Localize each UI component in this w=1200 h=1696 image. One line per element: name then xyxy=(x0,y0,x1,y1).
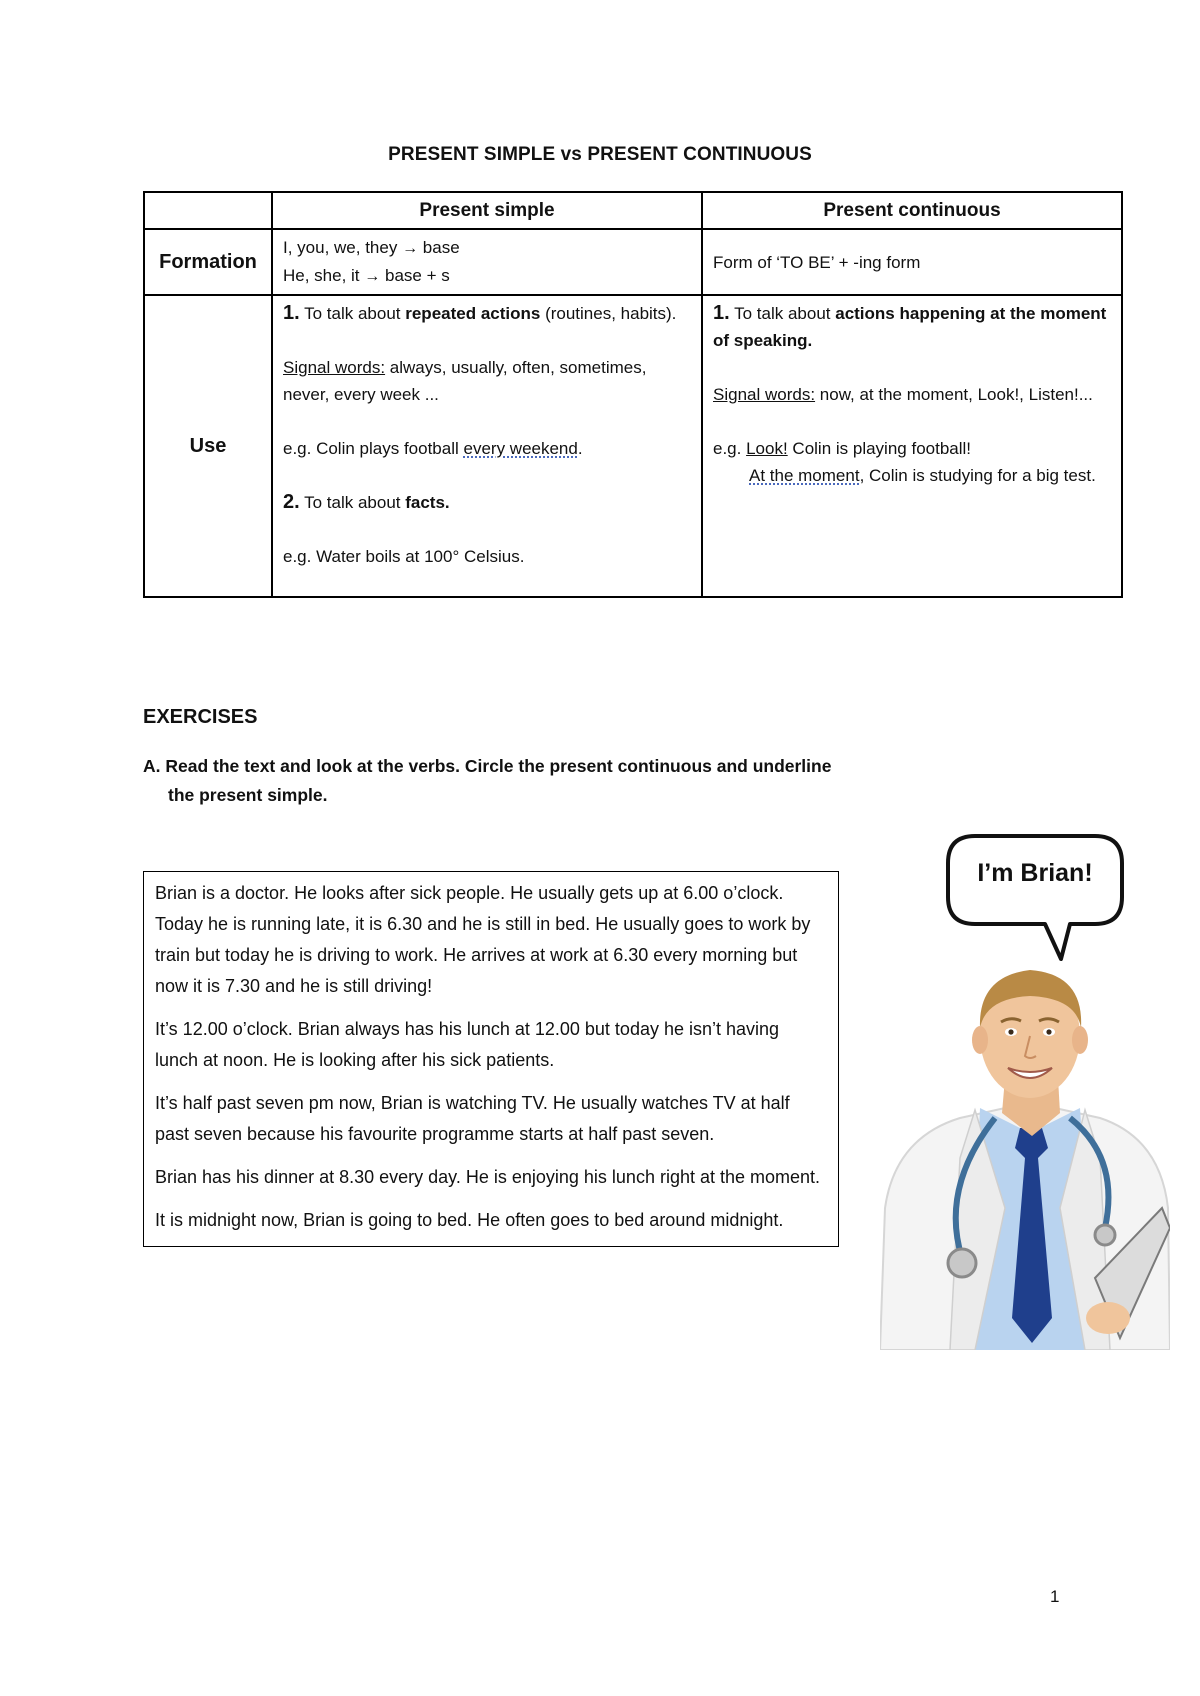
right-arrow-icon: → xyxy=(364,268,381,285)
speech-bubble xyxy=(945,833,1125,929)
page-title: PRESENT SIMPLE vs PRESENT CONTINUOUS xyxy=(388,144,812,165)
use-continuous-point-1 xyxy=(713,300,1111,354)
formation-simple-line-1 xyxy=(283,234,691,262)
instruction-line-1: A. Read the text and look at the verbs. Circle the present continuous and underline xyxy=(143,756,832,776)
right-arrow-icon: → xyxy=(402,240,419,257)
point-keyword: facts. xyxy=(405,493,450,512)
use-row xyxy=(144,295,1122,597)
point-text: (routines, habits). xyxy=(540,304,677,323)
point-keyword: actions happening at the moment of speaking. xyxy=(713,304,1107,350)
example-text: . xyxy=(577,439,583,458)
use-simple-cell xyxy=(272,295,702,597)
signal-words-label: Signal words: xyxy=(283,358,386,377)
use-simple-point-2 xyxy=(283,489,691,516)
formation-base-plus-s: base + s xyxy=(380,266,450,285)
use-continuous-cell xyxy=(702,295,1122,597)
doctor-image xyxy=(880,958,1170,1350)
table-header-empty xyxy=(144,192,272,229)
example-text: , Colin is studying for a big test. xyxy=(859,466,1096,485)
point-text: To talk about xyxy=(299,493,406,512)
exercises-heading: EXERCISES xyxy=(143,706,258,728)
point-number: 1. xyxy=(713,302,730,324)
formation-simple-line-2 xyxy=(283,262,691,290)
signal-words-text: always, usually, often, sometimes, never, every week ... xyxy=(283,358,647,404)
page-number: 1 xyxy=(1050,1587,1060,1606)
use-simple-example-1 xyxy=(283,435,691,462)
signal-words-text: now, at the moment, Look!, Listen!... xyxy=(815,385,1093,404)
example-signal-word: every weekend xyxy=(463,439,578,458)
formation-label: Formation xyxy=(144,229,272,295)
formation-subjects-plural: I, you, we, they xyxy=(283,238,403,257)
reading-text-box xyxy=(143,871,839,1247)
formation-continuous-cell: Form of ‘TO BE’ + -ing form xyxy=(702,229,1122,295)
table-header-present-continuous: Present continuous xyxy=(702,192,1122,229)
table-header-row xyxy=(144,192,1122,229)
formation-base: base xyxy=(418,238,460,257)
reading-paragraph-1: Brian is a doctor. He looks after sick people. He usually gets up at 6.00 o’clock. Today he is running late, it is 6.30 and he is still in bed. He usually goes to work by train but today he is driving to work. He arrives at work at 6.30 every morning but now it is 7.30 and he is still driving! xyxy=(155,883,811,996)
use-simple-point-1 xyxy=(283,300,691,327)
speech-bubble-shape xyxy=(945,833,1125,963)
speech-bubble-text: I’m Brian! xyxy=(977,859,1093,887)
use-continuous-signal-words xyxy=(713,381,1111,408)
example-text: e.g. xyxy=(713,439,747,458)
example-text: e.g. Colin plays football xyxy=(283,439,464,458)
reading-paragraph-5: It is midnight now, Brian is going to bed. He often goes to bed around midnight. xyxy=(155,1210,784,1230)
formation-row xyxy=(144,229,1122,295)
reading-paragraph-4: Brian has his dinner at 8.30 every day. He is enjoying his lunch right at the moment. xyxy=(155,1167,821,1187)
formation-subjects-third-person: He, she, it xyxy=(283,266,365,285)
point-text: To talk about xyxy=(299,304,406,323)
use-simple-example-2: e.g. Water boils at 100° Celsius. xyxy=(283,547,525,566)
point-number: 1. xyxy=(283,302,300,324)
use-continuous-example-2 xyxy=(713,462,1111,489)
table-header-present-simple: Present simple xyxy=(272,192,702,229)
reading-paragraph-3: It’s half past seven pm now, Brian is watching TV. He usually watches TV at half past seven because his favourite programme starts at half past seven. xyxy=(155,1093,790,1144)
use-simple-signal-words xyxy=(283,354,691,408)
use-continuous-example-1 xyxy=(713,435,1111,462)
doctor-illustration xyxy=(880,958,1170,1350)
grammar-table xyxy=(143,191,1123,598)
example-signal-word: Look! xyxy=(746,439,788,458)
point-keyword: repeated actions xyxy=(405,304,541,323)
use-label: Use xyxy=(144,295,272,597)
example-signal-word: At the moment xyxy=(749,466,860,485)
point-number: 2. xyxy=(283,491,300,513)
reading-paragraph-2: It’s 12.00 o’clock. Brian always has his lunch at 12.00 but today he isn’t having lunch at noon. He is looking after his sick patients. xyxy=(155,1019,780,1070)
point-text: To talk about xyxy=(729,304,836,323)
example-text: Colin is playing football! xyxy=(787,439,972,458)
formation-simple-cell xyxy=(272,229,702,295)
instruction-line-2: the present simple. xyxy=(168,785,328,805)
exercise-a-instruction xyxy=(143,752,923,810)
signal-words-label: Signal words: xyxy=(713,385,816,404)
